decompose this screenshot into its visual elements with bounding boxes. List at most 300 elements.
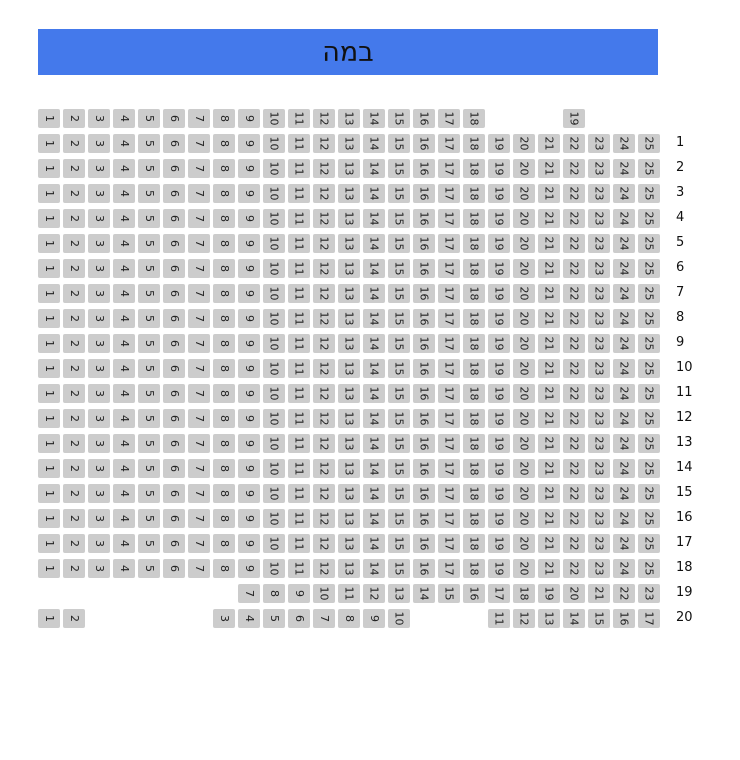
seat[interactable] (263, 509, 285, 528)
seat[interactable] (113, 534, 135, 553)
seat[interactable] (88, 559, 110, 578)
seat[interactable] (263, 459, 285, 478)
seat[interactable] (613, 359, 635, 378)
seat[interactable] (38, 609, 60, 628)
seat[interactable] (113, 509, 135, 528)
seat[interactable] (88, 484, 110, 503)
seat[interactable] (613, 234, 635, 253)
seat[interactable] (288, 584, 310, 603)
seat[interactable] (538, 209, 560, 228)
seat[interactable] (138, 509, 160, 528)
seat[interactable] (413, 184, 435, 203)
seat[interactable] (463, 234, 485, 253)
seat[interactable] (163, 184, 185, 203)
seat[interactable] (438, 334, 460, 353)
seat[interactable] (638, 584, 660, 603)
seat[interactable] (363, 134, 385, 153)
seat[interactable] (463, 184, 485, 203)
seat[interactable] (263, 334, 285, 353)
seat[interactable] (613, 609, 635, 628)
seat[interactable] (588, 559, 610, 578)
seat[interactable] (488, 184, 510, 203)
seat[interactable] (63, 359, 85, 378)
seat[interactable] (38, 509, 60, 528)
seat[interactable] (313, 284, 335, 303)
seat[interactable] (263, 484, 285, 503)
seat[interactable] (213, 509, 235, 528)
seat[interactable] (613, 259, 635, 278)
seat[interactable] (188, 384, 210, 403)
seat[interactable] (188, 534, 210, 553)
seat[interactable] (363, 509, 385, 528)
seat[interactable] (38, 134, 60, 153)
seat[interactable] (188, 359, 210, 378)
seat[interactable] (588, 434, 610, 453)
seat[interactable] (263, 134, 285, 153)
seat[interactable] (313, 384, 335, 403)
seat[interactable] (88, 509, 110, 528)
seat[interactable] (413, 559, 435, 578)
seat[interactable] (388, 534, 410, 553)
seat[interactable] (638, 184, 660, 203)
seat[interactable] (163, 134, 185, 153)
seat[interactable] (63, 459, 85, 478)
seat[interactable] (113, 109, 135, 128)
seat[interactable] (563, 584, 585, 603)
seat[interactable] (388, 609, 410, 628)
seat[interactable] (363, 384, 385, 403)
seat[interactable] (563, 434, 585, 453)
seat[interactable] (88, 534, 110, 553)
seat[interactable] (413, 459, 435, 478)
seat[interactable] (638, 334, 660, 353)
seat[interactable] (513, 284, 535, 303)
seat[interactable] (588, 234, 610, 253)
seat[interactable] (613, 434, 635, 453)
seat[interactable] (438, 134, 460, 153)
seat[interactable] (563, 284, 585, 303)
seat[interactable] (463, 134, 485, 153)
seat[interactable] (613, 459, 635, 478)
seat[interactable] (538, 434, 560, 453)
seat[interactable] (463, 434, 485, 453)
seat[interactable] (313, 509, 335, 528)
seat[interactable] (163, 234, 185, 253)
seat[interactable] (138, 559, 160, 578)
seat[interactable] (413, 409, 435, 428)
seat[interactable] (313, 434, 335, 453)
seat[interactable] (538, 309, 560, 328)
seat[interactable] (363, 559, 385, 578)
seat[interactable] (513, 609, 535, 628)
seat[interactable] (138, 359, 160, 378)
seat[interactable] (138, 159, 160, 178)
seat[interactable] (388, 159, 410, 178)
seat[interactable] (413, 109, 435, 128)
seat[interactable] (388, 584, 410, 603)
seat[interactable] (413, 584, 435, 603)
seat[interactable] (38, 459, 60, 478)
seat[interactable] (488, 159, 510, 178)
seat[interactable] (188, 309, 210, 328)
seat[interactable] (588, 159, 610, 178)
seat[interactable] (88, 284, 110, 303)
seat[interactable] (363, 234, 385, 253)
seat[interactable] (188, 459, 210, 478)
seat[interactable] (363, 459, 385, 478)
seat[interactable] (488, 134, 510, 153)
seat[interactable] (163, 359, 185, 378)
seat[interactable] (563, 334, 585, 353)
seat[interactable] (63, 384, 85, 403)
seat[interactable] (463, 559, 485, 578)
seat[interactable] (213, 259, 235, 278)
seat[interactable] (88, 209, 110, 228)
seat[interactable] (563, 484, 585, 503)
seat[interactable] (313, 159, 335, 178)
seat[interactable] (213, 134, 235, 153)
seat[interactable] (463, 534, 485, 553)
seat[interactable] (488, 334, 510, 353)
seat[interactable] (513, 434, 535, 453)
seat[interactable] (313, 484, 335, 503)
seat[interactable] (563, 209, 585, 228)
seat[interactable] (213, 334, 235, 353)
seat[interactable] (588, 534, 610, 553)
seat[interactable] (363, 109, 385, 128)
seat[interactable] (563, 309, 585, 328)
seat[interactable] (563, 234, 585, 253)
seat[interactable] (588, 209, 610, 228)
seat[interactable] (88, 259, 110, 278)
seat[interactable] (63, 609, 85, 628)
seat[interactable] (313, 134, 335, 153)
seat[interactable] (538, 259, 560, 278)
seat[interactable] (38, 334, 60, 353)
seat[interactable] (38, 184, 60, 203)
seat[interactable] (38, 384, 60, 403)
seat[interactable] (638, 434, 660, 453)
seat[interactable] (513, 409, 535, 428)
seat[interactable] (238, 309, 260, 328)
seat[interactable] (188, 234, 210, 253)
seat[interactable] (563, 409, 585, 428)
seat[interactable] (113, 334, 135, 353)
seat[interactable] (288, 259, 310, 278)
seat[interactable] (388, 184, 410, 203)
seat[interactable] (488, 584, 510, 603)
seat[interactable] (38, 159, 60, 178)
seat[interactable] (263, 209, 285, 228)
seat[interactable] (538, 609, 560, 628)
seat[interactable] (613, 134, 635, 153)
seat[interactable] (613, 484, 635, 503)
seat[interactable] (338, 434, 360, 453)
seat[interactable] (513, 159, 535, 178)
seat[interactable] (113, 484, 135, 503)
seat[interactable] (638, 209, 660, 228)
seat[interactable] (63, 109, 85, 128)
seat[interactable] (138, 234, 160, 253)
seat[interactable] (563, 559, 585, 578)
seat[interactable] (263, 434, 285, 453)
seat[interactable] (613, 159, 635, 178)
seat[interactable] (563, 159, 585, 178)
seat[interactable] (388, 509, 410, 528)
seat[interactable] (413, 509, 435, 528)
seat[interactable] (138, 334, 160, 353)
seat[interactable] (63, 134, 85, 153)
seat[interactable] (563, 384, 585, 403)
seat[interactable] (288, 534, 310, 553)
seat[interactable] (363, 359, 385, 378)
seat[interactable] (138, 459, 160, 478)
seat[interactable] (163, 459, 185, 478)
seat[interactable] (438, 309, 460, 328)
seat[interactable] (638, 559, 660, 578)
seat[interactable] (488, 284, 510, 303)
seat[interactable] (463, 334, 485, 353)
seat[interactable] (538, 359, 560, 378)
seat[interactable] (563, 509, 585, 528)
seat[interactable] (88, 234, 110, 253)
seat[interactable] (63, 334, 85, 353)
seat[interactable] (263, 159, 285, 178)
seat[interactable] (413, 259, 435, 278)
seat[interactable] (613, 534, 635, 553)
seat[interactable] (288, 309, 310, 328)
seat[interactable] (638, 134, 660, 153)
seat[interactable] (338, 159, 360, 178)
seat[interactable] (238, 384, 260, 403)
seat[interactable] (288, 484, 310, 503)
seat[interactable] (588, 384, 610, 403)
seat[interactable] (313, 259, 335, 278)
seat[interactable] (113, 234, 135, 253)
seat[interactable] (88, 384, 110, 403)
seat[interactable] (638, 609, 660, 628)
seat[interactable] (38, 234, 60, 253)
seat[interactable] (363, 534, 385, 553)
seat[interactable] (313, 409, 335, 428)
seat[interactable] (363, 209, 385, 228)
seat[interactable] (463, 509, 485, 528)
seat[interactable] (388, 434, 410, 453)
seat[interactable] (638, 459, 660, 478)
seat[interactable] (463, 584, 485, 603)
seat[interactable] (88, 109, 110, 128)
seat[interactable] (438, 459, 460, 478)
seat[interactable] (88, 184, 110, 203)
seat[interactable] (313, 234, 335, 253)
seat[interactable] (238, 409, 260, 428)
seat[interactable] (438, 434, 460, 453)
seat[interactable] (238, 509, 260, 528)
seat[interactable] (238, 559, 260, 578)
seat[interactable] (438, 534, 460, 553)
seat[interactable] (138, 284, 160, 303)
seat[interactable] (113, 409, 135, 428)
seat[interactable] (438, 409, 460, 428)
seat[interactable] (388, 309, 410, 328)
seat[interactable] (588, 259, 610, 278)
seat[interactable] (363, 409, 385, 428)
seat[interactable] (163, 534, 185, 553)
seat[interactable] (638, 534, 660, 553)
seat[interactable] (188, 484, 210, 503)
seat[interactable] (413, 334, 435, 353)
seat[interactable] (513, 134, 535, 153)
seat[interactable] (538, 284, 560, 303)
seat[interactable] (513, 584, 535, 603)
seat[interactable] (38, 109, 60, 128)
seat[interactable] (388, 484, 410, 503)
seat[interactable] (113, 559, 135, 578)
seat[interactable] (88, 459, 110, 478)
seat[interactable] (438, 384, 460, 403)
seat[interactable] (38, 534, 60, 553)
seat[interactable] (463, 159, 485, 178)
seat[interactable] (213, 284, 235, 303)
seat[interactable] (163, 259, 185, 278)
seat[interactable] (213, 209, 235, 228)
seat[interactable] (413, 484, 435, 503)
seat[interactable] (188, 559, 210, 578)
seat[interactable] (388, 109, 410, 128)
seat[interactable] (438, 559, 460, 578)
seat[interactable] (363, 609, 385, 628)
seat[interactable] (438, 359, 460, 378)
seat[interactable] (363, 434, 385, 453)
seat[interactable] (638, 484, 660, 503)
seat[interactable] (513, 384, 535, 403)
seat[interactable] (513, 309, 535, 328)
seat[interactable] (288, 234, 310, 253)
seat[interactable] (388, 459, 410, 478)
seat[interactable] (163, 484, 185, 503)
seat[interactable] (538, 184, 560, 203)
seat[interactable] (388, 334, 410, 353)
seat[interactable] (388, 134, 410, 153)
seat[interactable] (538, 384, 560, 403)
seat[interactable] (313, 459, 335, 478)
seat[interactable] (188, 184, 210, 203)
seat[interactable] (363, 484, 385, 503)
seat[interactable] (513, 459, 535, 478)
seat[interactable] (413, 359, 435, 378)
seat[interactable] (213, 184, 235, 203)
seat[interactable] (313, 109, 335, 128)
seat[interactable] (163, 434, 185, 453)
seat[interactable] (413, 384, 435, 403)
seat[interactable] (113, 434, 135, 453)
seat[interactable] (538, 409, 560, 428)
seat[interactable] (88, 134, 110, 153)
seat[interactable] (613, 334, 635, 353)
seat[interactable] (438, 159, 460, 178)
seat[interactable] (338, 534, 360, 553)
seat[interactable] (588, 284, 610, 303)
seat[interactable] (38, 309, 60, 328)
seat[interactable] (138, 384, 160, 403)
seat[interactable] (213, 559, 235, 578)
seat[interactable] (163, 509, 185, 528)
seat[interactable] (338, 559, 360, 578)
seat[interactable] (388, 259, 410, 278)
seat[interactable] (488, 259, 510, 278)
seat[interactable] (213, 609, 235, 628)
seat[interactable] (488, 409, 510, 428)
seat[interactable] (113, 134, 135, 153)
seat[interactable] (463, 284, 485, 303)
seat[interactable] (463, 309, 485, 328)
seat[interactable] (488, 484, 510, 503)
seat[interactable] (438, 184, 460, 203)
seat[interactable] (488, 359, 510, 378)
seat[interactable] (613, 384, 635, 403)
seat[interactable] (63, 409, 85, 428)
seat[interactable] (438, 234, 460, 253)
seat[interactable] (288, 109, 310, 128)
seat[interactable] (363, 159, 385, 178)
seat[interactable] (438, 109, 460, 128)
seat[interactable] (213, 309, 235, 328)
seat[interactable] (313, 584, 335, 603)
seat[interactable] (163, 284, 185, 303)
seat[interactable] (338, 134, 360, 153)
seat[interactable] (238, 234, 260, 253)
seat[interactable] (338, 309, 360, 328)
seat[interactable] (238, 434, 260, 453)
seat[interactable] (338, 609, 360, 628)
seat[interactable] (513, 559, 535, 578)
seat[interactable] (138, 534, 160, 553)
seat[interactable] (488, 459, 510, 478)
seat[interactable] (88, 434, 110, 453)
seat[interactable] (463, 459, 485, 478)
seat[interactable] (63, 509, 85, 528)
seat[interactable] (638, 359, 660, 378)
seat[interactable] (213, 534, 235, 553)
seat[interactable] (513, 359, 535, 378)
seat[interactable] (588, 309, 610, 328)
seat[interactable] (438, 484, 460, 503)
seat[interactable] (638, 159, 660, 178)
seat[interactable] (513, 184, 535, 203)
seat[interactable] (488, 384, 510, 403)
seat[interactable] (113, 159, 135, 178)
seat[interactable] (188, 134, 210, 153)
seat[interactable] (288, 409, 310, 428)
seat[interactable] (513, 484, 535, 503)
seat[interactable] (63, 309, 85, 328)
seat[interactable] (313, 209, 335, 228)
seat[interactable] (463, 259, 485, 278)
seat[interactable] (288, 459, 310, 478)
seat[interactable] (338, 509, 360, 528)
seat[interactable] (538, 334, 560, 353)
seat[interactable] (263, 284, 285, 303)
seat[interactable] (188, 409, 210, 428)
seat[interactable] (538, 234, 560, 253)
seat[interactable] (63, 484, 85, 503)
seat[interactable] (213, 484, 235, 503)
seat[interactable] (338, 259, 360, 278)
seat[interactable] (163, 384, 185, 403)
seat[interactable] (438, 509, 460, 528)
seat[interactable] (188, 159, 210, 178)
seat[interactable] (88, 409, 110, 428)
